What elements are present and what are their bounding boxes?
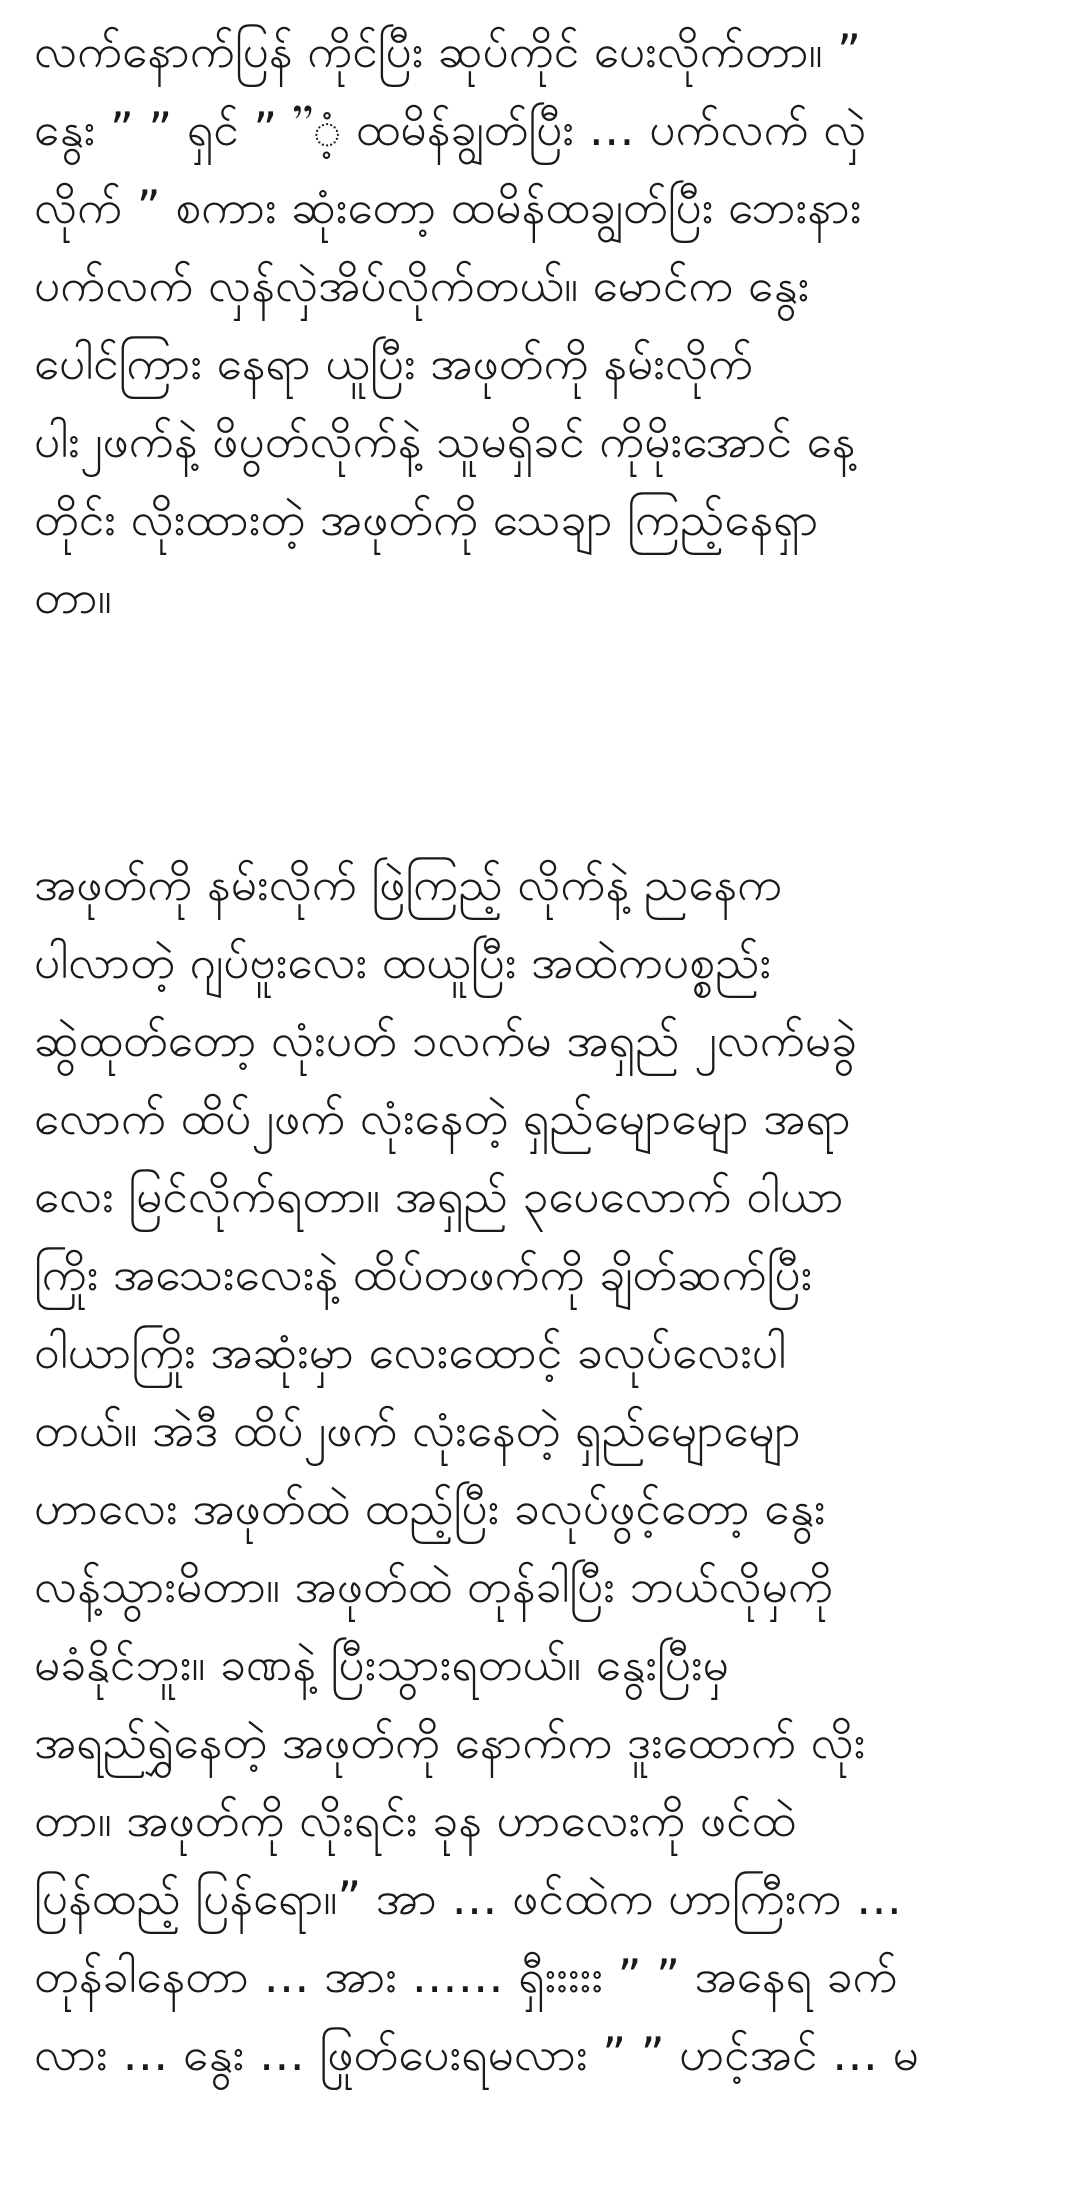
text-line: ပက်လက် လှန်လှဲအိပ်လိုက်တယ်။ မောင်က နွေး: [34, 258, 810, 312]
text-line: ဝါယာကြိုး အဆုံးမှာ လေးထောင့် ခလုပ်လေးပါ: [34, 1325, 787, 1379]
text-line: လောက် ထိပ်၂ဖက် လုံးနေတဲ့ ရှည်မျောမျော အရာ: [34, 1091, 851, 1145]
text-line: တုန်ခါနေတာ … အား …… ရှီးးးးး ” ” အနေရ ခက်: [34, 1949, 898, 2003]
text-line: တိုင်း လိုးထားတဲ့ အဖုတ်ကို သေချာ ကြည့်နေရှာ: [34, 492, 819, 546]
text-line: လိုက် ” စကား ဆုံးတော့ ထမိန်ထချွတ်ပြီး ဘေးနား: [34, 180, 862, 234]
text-line: ကြိုး အသေးလေးနဲ့ ထိပ်တဖက်ကို ချိတ်ဆက်ပြီး: [34, 1247, 813, 1301]
text-line: လန့်သွားမိတာ။ အဖုတ်ထဲ တုန်ခါပြီး ဘယ်လိုမှကို: [34, 1559, 833, 1613]
text-line: ပြန်ထည့် ပြန်ရော။” အာ … ဖင်ထဲက ဟာကြီးက …: [34, 1871, 903, 1925]
text-line: မခံနိုင်ဘူး။ ခဏနဲ့ ပြီးသွားရတယ်။ နွေးပြီးမှ: [34, 1637, 729, 1691]
text-line: လက်နောက်ပြန် ကိုင်ပြီး ဆုပ်ကိုင် ပေးလိုက်တာ။ ”: [34, 24, 861, 78]
text-line: ဆွဲထုတ်တော့ လုံးပတ် ၁လက်မ အရှည် ၂လက်မခွဲ: [34, 1013, 858, 1067]
paragraph: [34, 845, 1054, 2093]
text-line: တာ။ အဖုတ်ကို လိုးရင်း ခုန ဟာလေးကို ဖင်ထဲ: [34, 1793, 797, 1847]
text-line: လား … နွေး … ဖြုတ်ပေးရမလား ” ” ဟင့်အင် … မ: [34, 2027, 919, 2081]
text-line: လေး မြင်လိုက်ရတာ။ အရှည် ၃ပေလောက် ဝါယာ: [34, 1169, 844, 1223]
text-line: ပေါင်ကြား နေရာ ယူပြီး အဖုတ်ကို နမ်းလိုက်: [34, 336, 754, 390]
text-line: တာ။: [34, 570, 112, 624]
text-line: ဟာလေး အဖုတ်ထဲ ထည့်ပြီး ခလုပ်ဖွင့်တော့ နွေး: [34, 1481, 826, 1535]
text-line: ပါလာတဲ့ ဂျပ်ဗူးလေး ထယူပြီး အထဲကပစ္စည်း: [34, 935, 772, 989]
text-line: တယ်။ အဲဒီ ထိပ်၂ဖက် လုံးနေတဲ့ ရှည်မျောမျော: [34, 1403, 801, 1457]
text-line: အဖုတ်ကို နမ်းလိုက် ဖြဲကြည့် လိုက်နဲ့ ညနေက: [34, 857, 783, 911]
text-line: ပါး၂ဖက်နဲ့ ဖိပွတ်လိုက်နဲ့ သူမရှိခင် ကိုမိုးအောင် နေ့: [34, 414, 856, 468]
paragraph: [34, 12, 1054, 636]
text-line: နွေး ” ” ရှင် ” ”ံ့ ထမိန်ချွတ်ပြီး … ပက်လက် လှဲ: [34, 102, 867, 156]
text-line: အရည်ရွှဲနေတဲ့ အဖုတ်ကို နောက်က ဒူးထောက် လိုး: [34, 1715, 866, 1769]
